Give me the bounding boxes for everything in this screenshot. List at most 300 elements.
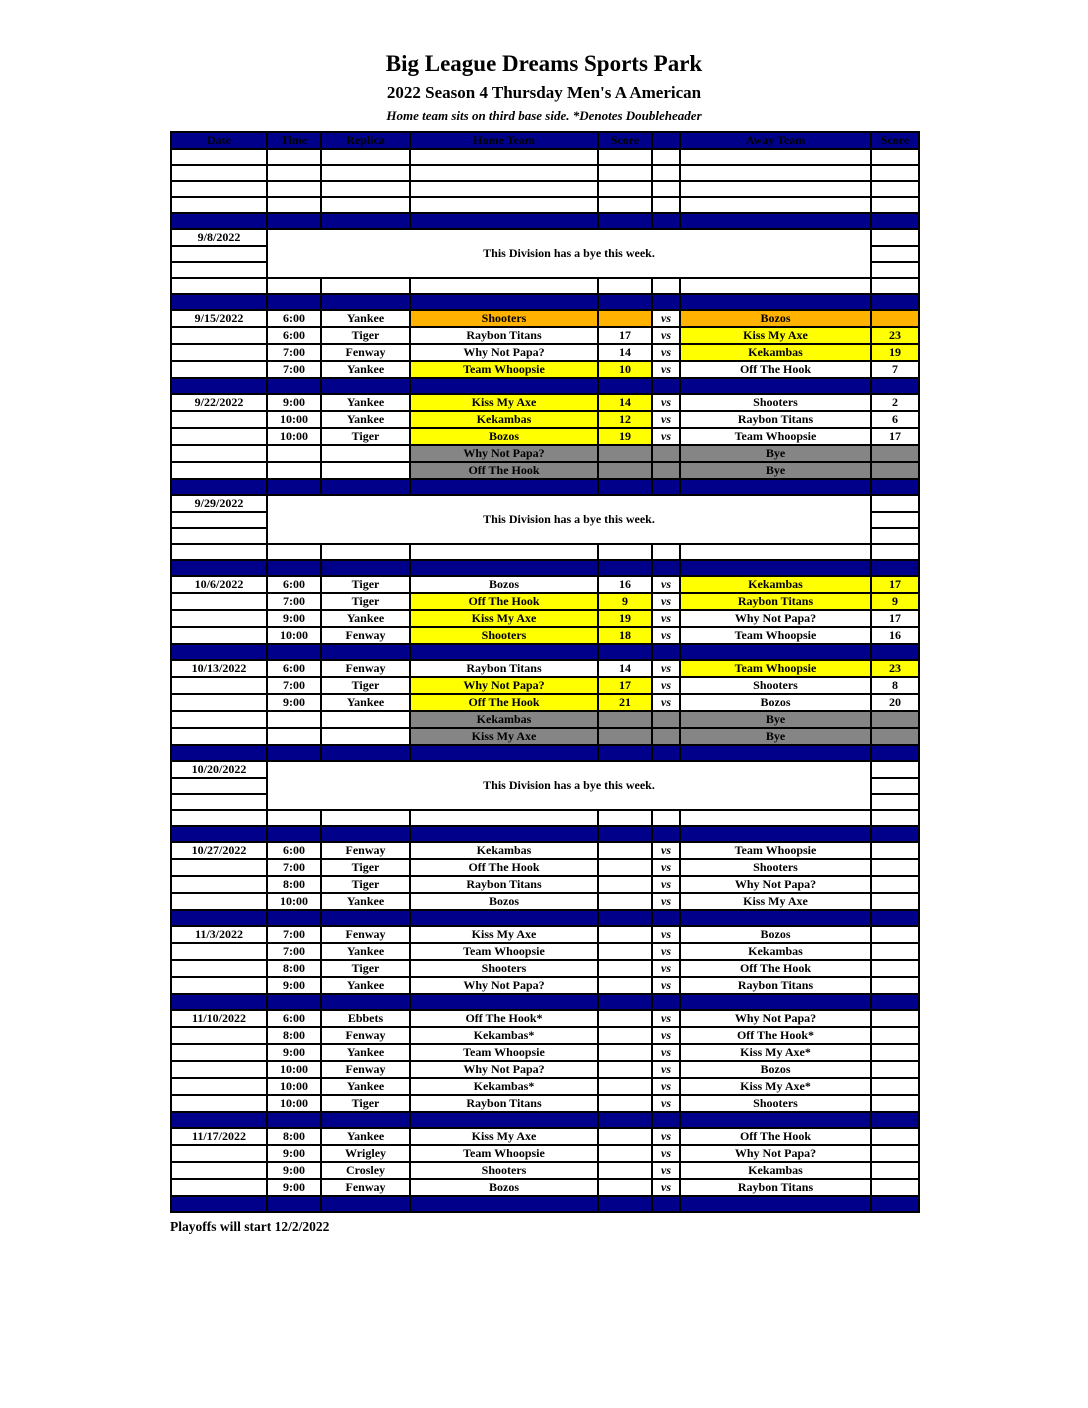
- blank-cell: [680, 149, 871, 165]
- away-score-cell: 17: [871, 576, 919, 593]
- blank-cell: [652, 197, 680, 213]
- score-cell: [871, 229, 919, 246]
- game-row: [171, 842, 919, 859]
- home-team-cell: Raybon Titans: [410, 327, 598, 344]
- away-score-cell: [871, 1128, 919, 1145]
- divider-cell: [410, 378, 598, 394]
- game-row: [171, 310, 919, 327]
- divider-cell: [680, 910, 871, 926]
- away-team-cell: Why Not Papa?: [680, 1145, 871, 1162]
- vs-cell: vs: [652, 627, 680, 644]
- home-score-cell: [598, 1145, 652, 1162]
- replica-cell: Tiger: [321, 677, 410, 694]
- column-header-time: Time: [267, 132, 321, 149]
- blank-cell: [410, 278, 598, 294]
- blank-cell: [267, 197, 321, 213]
- divider-cell: [267, 1196, 321, 1212]
- vs-cell: vs: [652, 977, 680, 994]
- date-cell: [171, 1179, 267, 1196]
- divider-cell: [321, 1196, 410, 1212]
- column-header-date: Date: [171, 132, 267, 149]
- away-score-cell: 17: [871, 610, 919, 627]
- replica-cell: Yankee: [321, 977, 410, 994]
- time-cell: [267, 462, 321, 479]
- away-score-cell: [871, 445, 919, 462]
- home-team-cell: Why Not Papa?: [410, 1061, 598, 1078]
- blank-cell: [321, 810, 410, 826]
- column-header-replica: Replica: [321, 132, 410, 149]
- home-score-cell: [598, 842, 652, 859]
- replica-cell: Yankee: [321, 943, 410, 960]
- date-cell: 11/3/2022: [171, 926, 267, 943]
- vs-cell: vs: [652, 610, 680, 627]
- date-cell: 11/10/2022: [171, 1010, 267, 1027]
- date-cell: [171, 1027, 267, 1044]
- divider-cell: [680, 1112, 871, 1128]
- time-cell: 9:00: [267, 1044, 321, 1061]
- blank-cell: [598, 149, 652, 165]
- bye-label-cell: Bye: [680, 445, 871, 462]
- away-team-cell: Raybon Titans: [680, 977, 871, 994]
- bye-row: [171, 445, 919, 462]
- game-row: [171, 1095, 919, 1112]
- game-row: [171, 1044, 919, 1061]
- page-title: Big League Dreams Sports Park: [385, 51, 703, 76]
- replica-cell: Yankee: [321, 694, 410, 711]
- blank-row: [171, 181, 919, 197]
- home-score-cell: 14: [598, 660, 652, 677]
- time-cell: 10:00: [267, 1078, 321, 1095]
- game-row: [171, 677, 919, 694]
- date-cell: [171, 794, 267, 810]
- home-score-cell: [598, 1010, 652, 1027]
- away-team-cell: Off The Hook: [680, 1128, 871, 1145]
- replica-cell: Ebbets: [321, 1010, 410, 1027]
- date-cell: 10/20/2022: [171, 761, 267, 778]
- away-score-cell: [871, 1010, 919, 1027]
- blank-cell: [871, 810, 919, 826]
- vs-cell: vs: [652, 677, 680, 694]
- divider-cell: [321, 479, 410, 495]
- divider-row: [171, 745, 919, 761]
- date-cell: [171, 462, 267, 479]
- divider-cell: [598, 826, 652, 842]
- score-cell: [871, 528, 919, 544]
- time-cell: 7:00: [267, 344, 321, 361]
- home-team-cell: Team Whoopsie: [410, 361, 598, 378]
- bye-label-cell: Bye: [680, 711, 871, 728]
- vs-cell: vs: [652, 1128, 680, 1145]
- vs-cell: vs: [652, 1095, 680, 1112]
- time-cell: [267, 445, 321, 462]
- home-score-cell: [598, 728, 652, 745]
- divider-row: [171, 1196, 919, 1212]
- home-team-cell: Off The Hook: [410, 593, 598, 610]
- blank-cell: [267, 181, 321, 197]
- replica-cell: Fenway: [321, 1179, 410, 1196]
- page-subtitle: 2022 Season 4 Thursday Men's A American: [386, 83, 702, 102]
- away-team-cell: Team Whoopsie: [680, 627, 871, 644]
- vs-cell: vs: [652, 310, 680, 327]
- score-cell: [871, 512, 919, 528]
- blank-cell: [680, 810, 871, 826]
- home-team-cell: Team Whoopsie: [410, 1044, 598, 1061]
- vs-cell: vs: [652, 1078, 680, 1095]
- divider-cell: [321, 910, 410, 926]
- divider-cell: [321, 294, 410, 310]
- time-cell: 9:00: [267, 610, 321, 627]
- time-cell: 7:00: [267, 593, 321, 610]
- vs-cell: vs: [652, 593, 680, 610]
- divider-cell: [871, 910, 919, 926]
- divider-cell: [267, 1112, 321, 1128]
- divider-cell: [598, 479, 652, 495]
- time-cell: 6:00: [267, 576, 321, 593]
- vs-cell: vs: [652, 1179, 680, 1196]
- home-score-cell: [598, 893, 652, 910]
- home-team-cell: Off The Hook: [410, 859, 598, 876]
- divider-cell: [267, 378, 321, 394]
- game-row: [171, 859, 919, 876]
- away-score-cell: [871, 1044, 919, 1061]
- divider-cell: [171, 213, 267, 229]
- date-cell: [171, 1044, 267, 1061]
- away-score-cell: 2: [871, 394, 919, 411]
- divider-cell: [871, 560, 919, 576]
- away-team-cell: Why Not Papa?: [680, 1010, 871, 1027]
- away-score-cell: [871, 1145, 919, 1162]
- time-cell: 9:00: [267, 1145, 321, 1162]
- divider-cell: [321, 994, 410, 1010]
- home-team-cell: Raybon Titans: [410, 660, 598, 677]
- home-score-cell: [598, 711, 652, 728]
- game-row: [171, 1128, 919, 1145]
- away-team-cell: Bozos: [680, 926, 871, 943]
- away-team-cell: Shooters: [680, 677, 871, 694]
- replica-cell: Yankee: [321, 310, 410, 327]
- divider-cell: [598, 1196, 652, 1212]
- blank-cell: [871, 544, 919, 560]
- away-score-cell: 20: [871, 694, 919, 711]
- game-row: [171, 1010, 919, 1027]
- date-cell: [171, 411, 267, 428]
- time-cell: 10:00: [267, 428, 321, 445]
- home-team-cell: Bozos: [410, 1179, 598, 1196]
- away-score-cell: [871, 728, 919, 745]
- replica-cell: Yankee: [321, 893, 410, 910]
- game-row: [171, 893, 919, 910]
- divider-cell: [652, 644, 680, 660]
- blank-cell: [652, 810, 680, 826]
- divider-cell: [680, 745, 871, 761]
- home-score-cell: 21: [598, 694, 652, 711]
- game-row: [171, 411, 919, 428]
- schedule-table-body: [171, 149, 919, 1212]
- date-cell: [171, 1095, 267, 1112]
- divider-cell: [321, 378, 410, 394]
- date-cell: [171, 893, 267, 910]
- away-score-cell: [871, 926, 919, 943]
- home-score-cell: 14: [598, 344, 652, 361]
- replica-cell: Fenway: [321, 926, 410, 943]
- divider-row: [171, 378, 919, 394]
- divider-cell: [871, 994, 919, 1010]
- divider-cell: [652, 1196, 680, 1212]
- time-cell: [267, 711, 321, 728]
- divider-cell: [267, 745, 321, 761]
- home-score-cell: [598, 943, 652, 960]
- home-score-cell: [598, 876, 652, 893]
- divider-cell: [598, 1112, 652, 1128]
- divider-row: [171, 479, 919, 495]
- divider-cell: [652, 826, 680, 842]
- vs-cell: vs: [652, 1061, 680, 1078]
- time-cell: 7:00: [267, 859, 321, 876]
- time-cell: 10:00: [267, 1095, 321, 1112]
- game-row: [171, 627, 919, 644]
- blank-cell: [680, 181, 871, 197]
- blank-cell: [652, 149, 680, 165]
- replica-cell: Fenway: [321, 1061, 410, 1078]
- home-team-cell: Shooters: [410, 1162, 598, 1179]
- vs-cell: [652, 728, 680, 745]
- date-cell: 9/22/2022: [171, 394, 267, 411]
- divider-cell: [171, 294, 267, 310]
- divider-cell: [171, 1196, 267, 1212]
- date-cell: 10/6/2022: [171, 576, 267, 593]
- blank-cell: [410, 810, 598, 826]
- blank-cell: [652, 181, 680, 197]
- home-score-cell: [598, 1162, 652, 1179]
- home-score-cell: 19: [598, 428, 652, 445]
- date-cell: [171, 977, 267, 994]
- page-header: [0, 50, 1088, 124]
- score-cell: [871, 794, 919, 810]
- blank-cell: [598, 181, 652, 197]
- blank-cell: [598, 278, 652, 294]
- away-score-cell: 16: [871, 627, 919, 644]
- date-cell: [171, 627, 267, 644]
- date-cell: [171, 1145, 267, 1162]
- replica-cell: Tiger: [321, 1095, 410, 1112]
- away-team-cell: Raybon Titans: [680, 411, 871, 428]
- divider-cell: [871, 745, 919, 761]
- replica-cell: Tiger: [321, 428, 410, 445]
- home-score-cell: 17: [598, 677, 652, 694]
- game-row: [171, 610, 919, 627]
- blank-cell: [171, 149, 267, 165]
- replica-cell: [321, 728, 410, 745]
- home-score-cell: 17: [598, 327, 652, 344]
- divider-cell: [321, 745, 410, 761]
- time-cell: 6:00: [267, 1010, 321, 1027]
- replica-cell: [321, 462, 410, 479]
- vs-cell: vs: [652, 1027, 680, 1044]
- divider-cell: [267, 644, 321, 660]
- date-cell: [171, 512, 267, 528]
- home-score-cell: [598, 1095, 652, 1112]
- divider-row: [171, 1112, 919, 1128]
- divider-cell: [598, 994, 652, 1010]
- away-team-cell: Shooters: [680, 394, 871, 411]
- divider-cell: [871, 644, 919, 660]
- blank-cell: [321, 165, 410, 181]
- blank-cell: [871, 149, 919, 165]
- replica-cell: Crosley: [321, 1162, 410, 1179]
- divider-cell: [680, 378, 871, 394]
- home-team-cell: Kekambas*: [410, 1078, 598, 1095]
- divider-cell: [871, 1112, 919, 1128]
- blank-cell: [267, 544, 321, 560]
- game-row: [171, 960, 919, 977]
- home-team-cell: Bozos: [410, 893, 598, 910]
- home-score-cell: 19: [598, 610, 652, 627]
- divider-cell: [410, 826, 598, 842]
- vs-cell: vs: [652, 893, 680, 910]
- away-score-cell: [871, 1095, 919, 1112]
- date-cell: [171, 711, 267, 728]
- vs-cell: vs: [652, 1044, 680, 1061]
- date-cell: [171, 960, 267, 977]
- divider-cell: [410, 994, 598, 1010]
- divider-cell: [871, 479, 919, 495]
- vs-cell: vs: [652, 876, 680, 893]
- time-cell: 9:00: [267, 1179, 321, 1196]
- away-score-cell: [871, 960, 919, 977]
- away-team-cell: Why Not Papa?: [680, 610, 871, 627]
- divider-cell: [171, 910, 267, 926]
- home-score-cell: [598, 462, 652, 479]
- vs-cell: [652, 711, 680, 728]
- divider-cell: [871, 294, 919, 310]
- vs-cell: vs: [652, 576, 680, 593]
- home-team-cell: Shooters: [410, 960, 598, 977]
- home-team-cell: Team Whoopsie: [410, 1145, 598, 1162]
- blank-cell: [171, 165, 267, 181]
- divider-cell: [410, 644, 598, 660]
- date-cell: [171, 1162, 267, 1179]
- divider-cell: [680, 826, 871, 842]
- home-score-cell: 18: [598, 627, 652, 644]
- time-cell: 8:00: [267, 960, 321, 977]
- divider-cell: [871, 826, 919, 842]
- away-score-cell: [871, 977, 919, 994]
- away-team-cell: Off The Hook: [680, 361, 871, 378]
- divider-cell: [410, 560, 598, 576]
- blank-cell: [267, 278, 321, 294]
- vs-cell: [652, 462, 680, 479]
- home-team-cell: Why Not Papa?: [410, 344, 598, 361]
- away-team-cell: Kekambas: [680, 576, 871, 593]
- divider-row: [171, 644, 919, 660]
- schedule-table-head: [171, 132, 919, 149]
- home-score-cell: 10: [598, 361, 652, 378]
- time-cell: 6:00: [267, 842, 321, 859]
- blank-cell: [321, 197, 410, 213]
- date-cell: [171, 445, 267, 462]
- date-cell: [171, 778, 267, 794]
- game-row: [171, 327, 919, 344]
- home-score-cell: [598, 1078, 652, 1095]
- time-cell: 10:00: [267, 411, 321, 428]
- divider-cell: [267, 910, 321, 926]
- divider-cell: [598, 294, 652, 310]
- vs-cell: vs: [652, 1145, 680, 1162]
- divider-cell: [410, 479, 598, 495]
- game-row: [171, 593, 919, 610]
- divider-cell: [410, 745, 598, 761]
- time-cell: 9:00: [267, 1162, 321, 1179]
- vs-cell: vs: [652, 1162, 680, 1179]
- date-cell: [171, 1078, 267, 1095]
- away-team-cell: Team Whoopsie: [680, 428, 871, 445]
- divider-cell: [598, 378, 652, 394]
- home-score-cell: [598, 859, 652, 876]
- replica-cell: Fenway: [321, 627, 410, 644]
- away-team-cell: Kiss My Axe: [680, 893, 871, 910]
- divider-cell: [871, 1196, 919, 1212]
- vs-cell: vs: [652, 1010, 680, 1027]
- bye-message-cell: This Division has a bye this week.: [267, 761, 871, 810]
- divider-cell: [171, 1112, 267, 1128]
- bye-label-cell: Bye: [680, 728, 871, 745]
- blank-row: [171, 810, 919, 826]
- replica-cell: Tiger: [321, 593, 410, 610]
- home-score-cell: 16: [598, 576, 652, 593]
- date-cell: [171, 428, 267, 445]
- blank-cell: [171, 810, 267, 826]
- home-team-cell: Raybon Titans: [410, 876, 598, 893]
- date-cell: [171, 262, 267, 278]
- column-header-vs: [652, 132, 680, 149]
- time-cell: 6:00: [267, 660, 321, 677]
- date-cell: [171, 677, 267, 694]
- blank-cell: [680, 278, 871, 294]
- home-team-cell: Kiss My Axe: [410, 394, 598, 411]
- bye-week-row: [171, 761, 919, 778]
- home-score-cell: 14: [598, 394, 652, 411]
- game-row: [171, 1145, 919, 1162]
- divider-cell: [321, 213, 410, 229]
- home-team-cell: Kiss My Axe: [410, 926, 598, 943]
- divider-cell: [871, 378, 919, 394]
- divider-row: [171, 910, 919, 926]
- blank-row: [171, 165, 919, 181]
- date-cell: [171, 728, 267, 745]
- divider-cell: [680, 994, 871, 1010]
- divider-cell: [680, 644, 871, 660]
- divider-row: [171, 294, 919, 310]
- date-cell: [171, 943, 267, 960]
- divider-row: [171, 213, 919, 229]
- away-score-cell: [871, 711, 919, 728]
- divider-cell: [598, 745, 652, 761]
- blank-cell: [410, 197, 598, 213]
- away-team-cell: Kiss My Axe*: [680, 1078, 871, 1095]
- away-score-cell: 9: [871, 593, 919, 610]
- divider-cell: [652, 910, 680, 926]
- time-cell: 8:00: [267, 876, 321, 893]
- bye-row: [171, 711, 919, 728]
- date-cell: [171, 610, 267, 627]
- score-cell: [871, 246, 919, 262]
- vs-cell: vs: [652, 394, 680, 411]
- replica-cell: Yankee: [321, 361, 410, 378]
- time-cell: 7:00: [267, 677, 321, 694]
- game-row: [171, 876, 919, 893]
- time-cell: 10:00: [267, 1061, 321, 1078]
- divider-cell: [680, 1196, 871, 1212]
